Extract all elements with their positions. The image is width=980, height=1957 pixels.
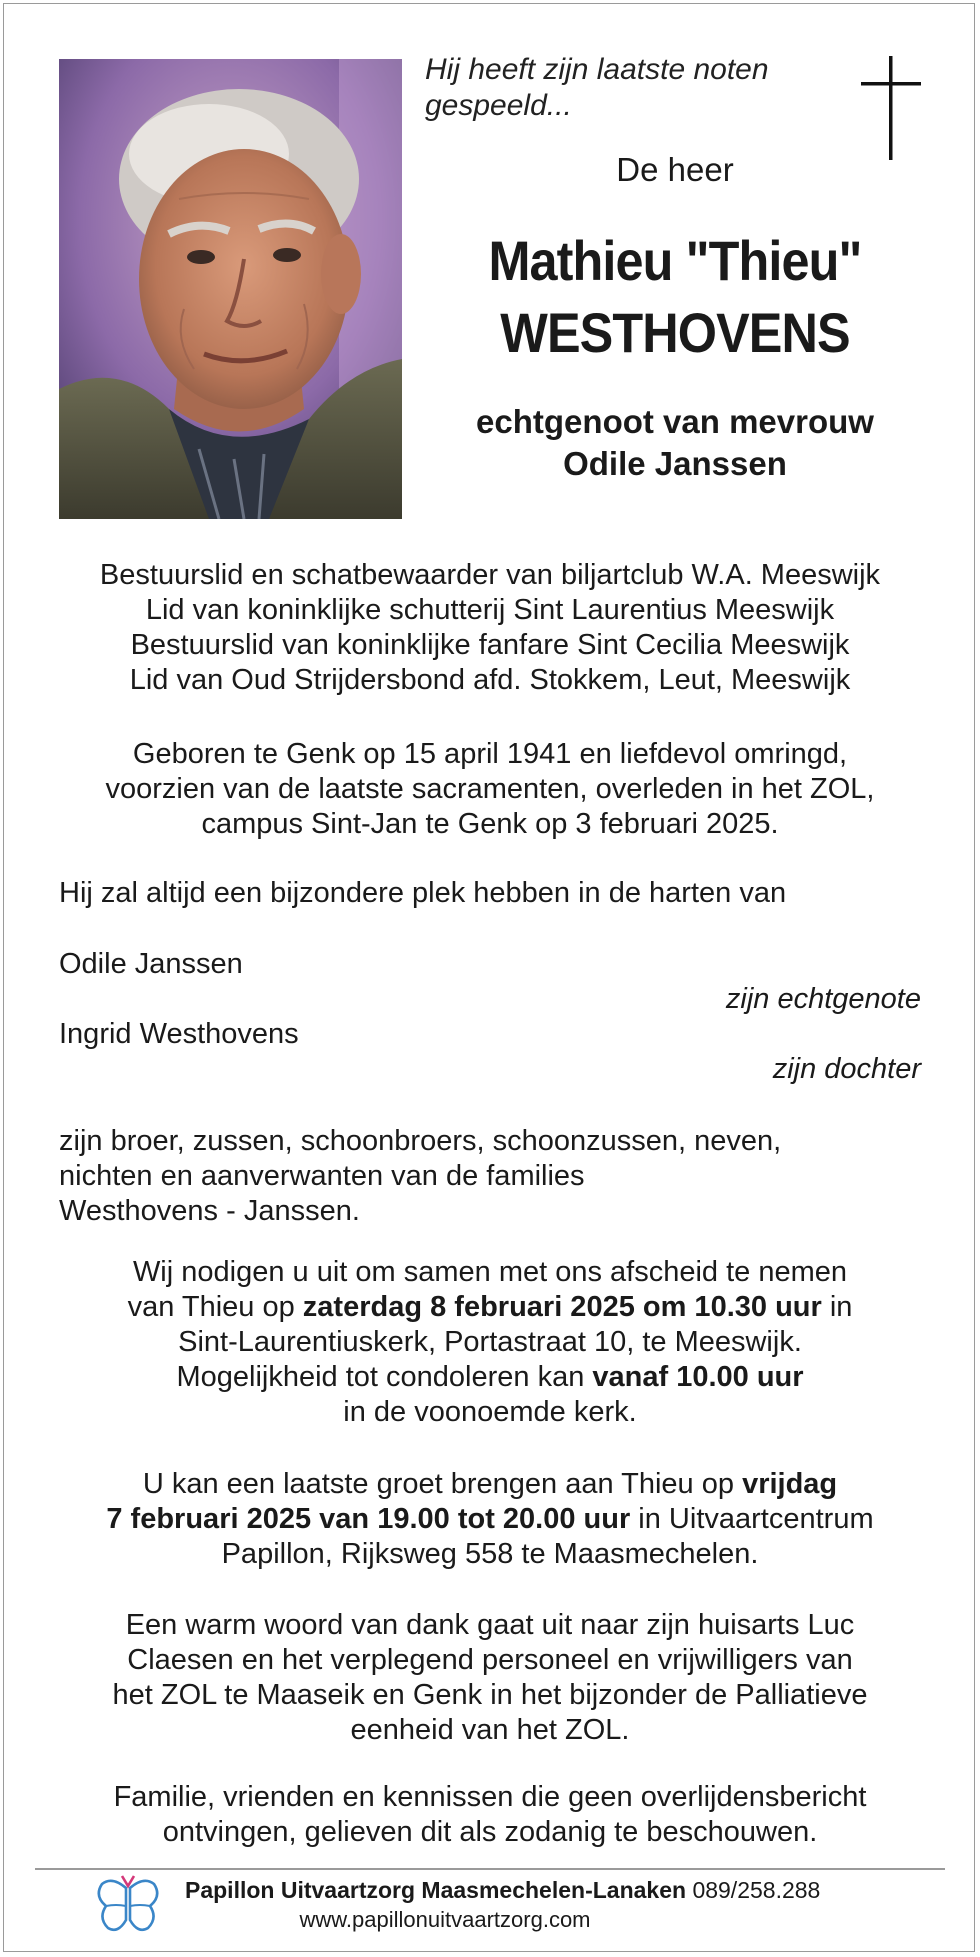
notice-line: ontvingen, gelieven dit als zodanig te beschouwen. bbox=[162, 1816, 818, 1848]
funeral-home-phone[interactable]: 089/258.288 bbox=[692, 1877, 821, 1903]
visitation-location: Papillon, Rijksweg 558 te Maasmechelen. bbox=[221, 1538, 759, 1570]
salutation: De heer bbox=[616, 151, 734, 188]
thanks-message bbox=[59, 1608, 921, 1748]
ceremony-info bbox=[59, 1255, 921, 1430]
cross-icon bbox=[861, 56, 921, 160]
birth-death-line: campus Sint-Jan te Genk op 3 februari 2025. bbox=[201, 808, 779, 840]
funeral-home bbox=[185, 1876, 905, 1904]
visitation-day: vrijdag bbox=[742, 1468, 838, 1500]
visitation-text: U kan een laatste groet brengen aan Thieu op bbox=[142, 1468, 743, 1500]
visitation-line bbox=[59, 1502, 921, 1537]
surname-line: WESTHOVENS bbox=[500, 301, 850, 364]
relative-name: Ingrid Westhovens bbox=[59, 1018, 299, 1050]
membership-line: Lid van koninklijke schutterij Sint Laurentius Meeswijk bbox=[145, 594, 835, 626]
thanks-line: het ZOL te Maaseik en Genk in het bijzonder de Palliatieve bbox=[112, 1679, 868, 1711]
footer-divider bbox=[35, 1868, 945, 1870]
ceremony-line: Wij nodigen u uit om samen met ons afscheid te nemen bbox=[132, 1256, 848, 1288]
visitation-line bbox=[59, 1467, 921, 1502]
ceremony-text: van Thieu op bbox=[127, 1291, 303, 1323]
membership-line: Lid van Oud Strijdersbond afd. Stokkem, Leut, Meeswijk bbox=[129, 664, 851, 696]
visitation-info bbox=[59, 1467, 921, 1572]
ceremony-line bbox=[59, 1290, 921, 1325]
birth-death-line: voorzien van de laatste sacramenten, overleden in het ZOL, bbox=[105, 773, 875, 805]
extended-family bbox=[59, 1124, 921, 1229]
condolence-time: vanaf 10.00 uur bbox=[592, 1361, 804, 1393]
tagline bbox=[425, 52, 825, 124]
family-line: zijn broer, zussen, schoonbroers, schoonzussen, neven, bbox=[59, 1125, 782, 1157]
membership-line: Bestuurslid van koninklijke fanfare Sint Cecilia Meeswijk bbox=[130, 629, 850, 661]
visitation-time: 7 februari 2025 van 19.00 tot 20.00 uur bbox=[106, 1503, 631, 1535]
funeral-home-name: Papillon Uitvaartzorg Maasmechelen-Lanaken bbox=[185, 1877, 687, 1903]
visitation-text: in Uitvaartcentrum bbox=[630, 1503, 874, 1535]
ceremony-date: zaterdag 8 februari 2025 om 10.30 uur bbox=[302, 1291, 822, 1323]
notice-line: Familie, vrienden en kennissen die geen overlijdensbericht bbox=[113, 1781, 867, 1813]
condolence-line bbox=[59, 1360, 921, 1395]
remembrance-intro: Hij zal altijd een bijzondere plek hebben in de harten van bbox=[59, 877, 787, 909]
spouse-name: Odile Janssen bbox=[563, 445, 787, 482]
thanks-line: Een warm woord van dank gaat uit naar zijn huisarts Luc bbox=[125, 1609, 855, 1641]
portrait-photo bbox=[59, 59, 402, 519]
tagline-line: Hij heeft zijn laatste noten bbox=[425, 53, 769, 86]
birth-death-info bbox=[59, 737, 921, 842]
relative-name: Odile Janssen bbox=[59, 948, 243, 980]
spouse-info bbox=[410, 401, 940, 485]
family-line: Westhovens - Janssen. bbox=[59, 1195, 360, 1227]
relative-role: zijn echtgenote bbox=[725, 983, 921, 1015]
thanks-line: eenheid van het ZOL. bbox=[350, 1714, 630, 1746]
name-line: Mathieu "Thieu" bbox=[488, 229, 862, 292]
membership-line: Bestuurslid en schatbewaarder van biljartclub W.A. Meeswijk bbox=[99, 559, 881, 591]
memberships bbox=[59, 558, 921, 698]
butterfly-icon bbox=[96, 1874, 160, 1938]
family-line: nichten en aanverwanten van de families bbox=[59, 1160, 585, 1192]
notice-message bbox=[59, 1780, 921, 1850]
ceremony-text: in bbox=[821, 1291, 853, 1323]
deceased-name bbox=[437, 225, 914, 369]
condolence-text: Mogelijkheid tot condoleren kan bbox=[176, 1361, 593, 1393]
spouse-line: echtgenoot van mevrouw bbox=[476, 403, 874, 440]
birth-death-line: Geboren te Genk op 15 april 1941 en liefdevol omringd, bbox=[132, 738, 848, 770]
thanks-line: Claesen en het verplegend personeel en vrijwilligers van bbox=[127, 1644, 853, 1676]
ceremony-location: Sint-Laurentiuskerk, Portastraat 10, te Meeswijk. bbox=[178, 1326, 802, 1358]
relative-role: zijn dochter bbox=[772, 1053, 921, 1085]
funeral-home-website[interactable]: www.papillonuitvaartzorg.com bbox=[299, 1907, 591, 1932]
condolence-location: in de voonoemde kerk. bbox=[343, 1396, 637, 1428]
tagline-line: gespeeld... bbox=[425, 89, 572, 122]
